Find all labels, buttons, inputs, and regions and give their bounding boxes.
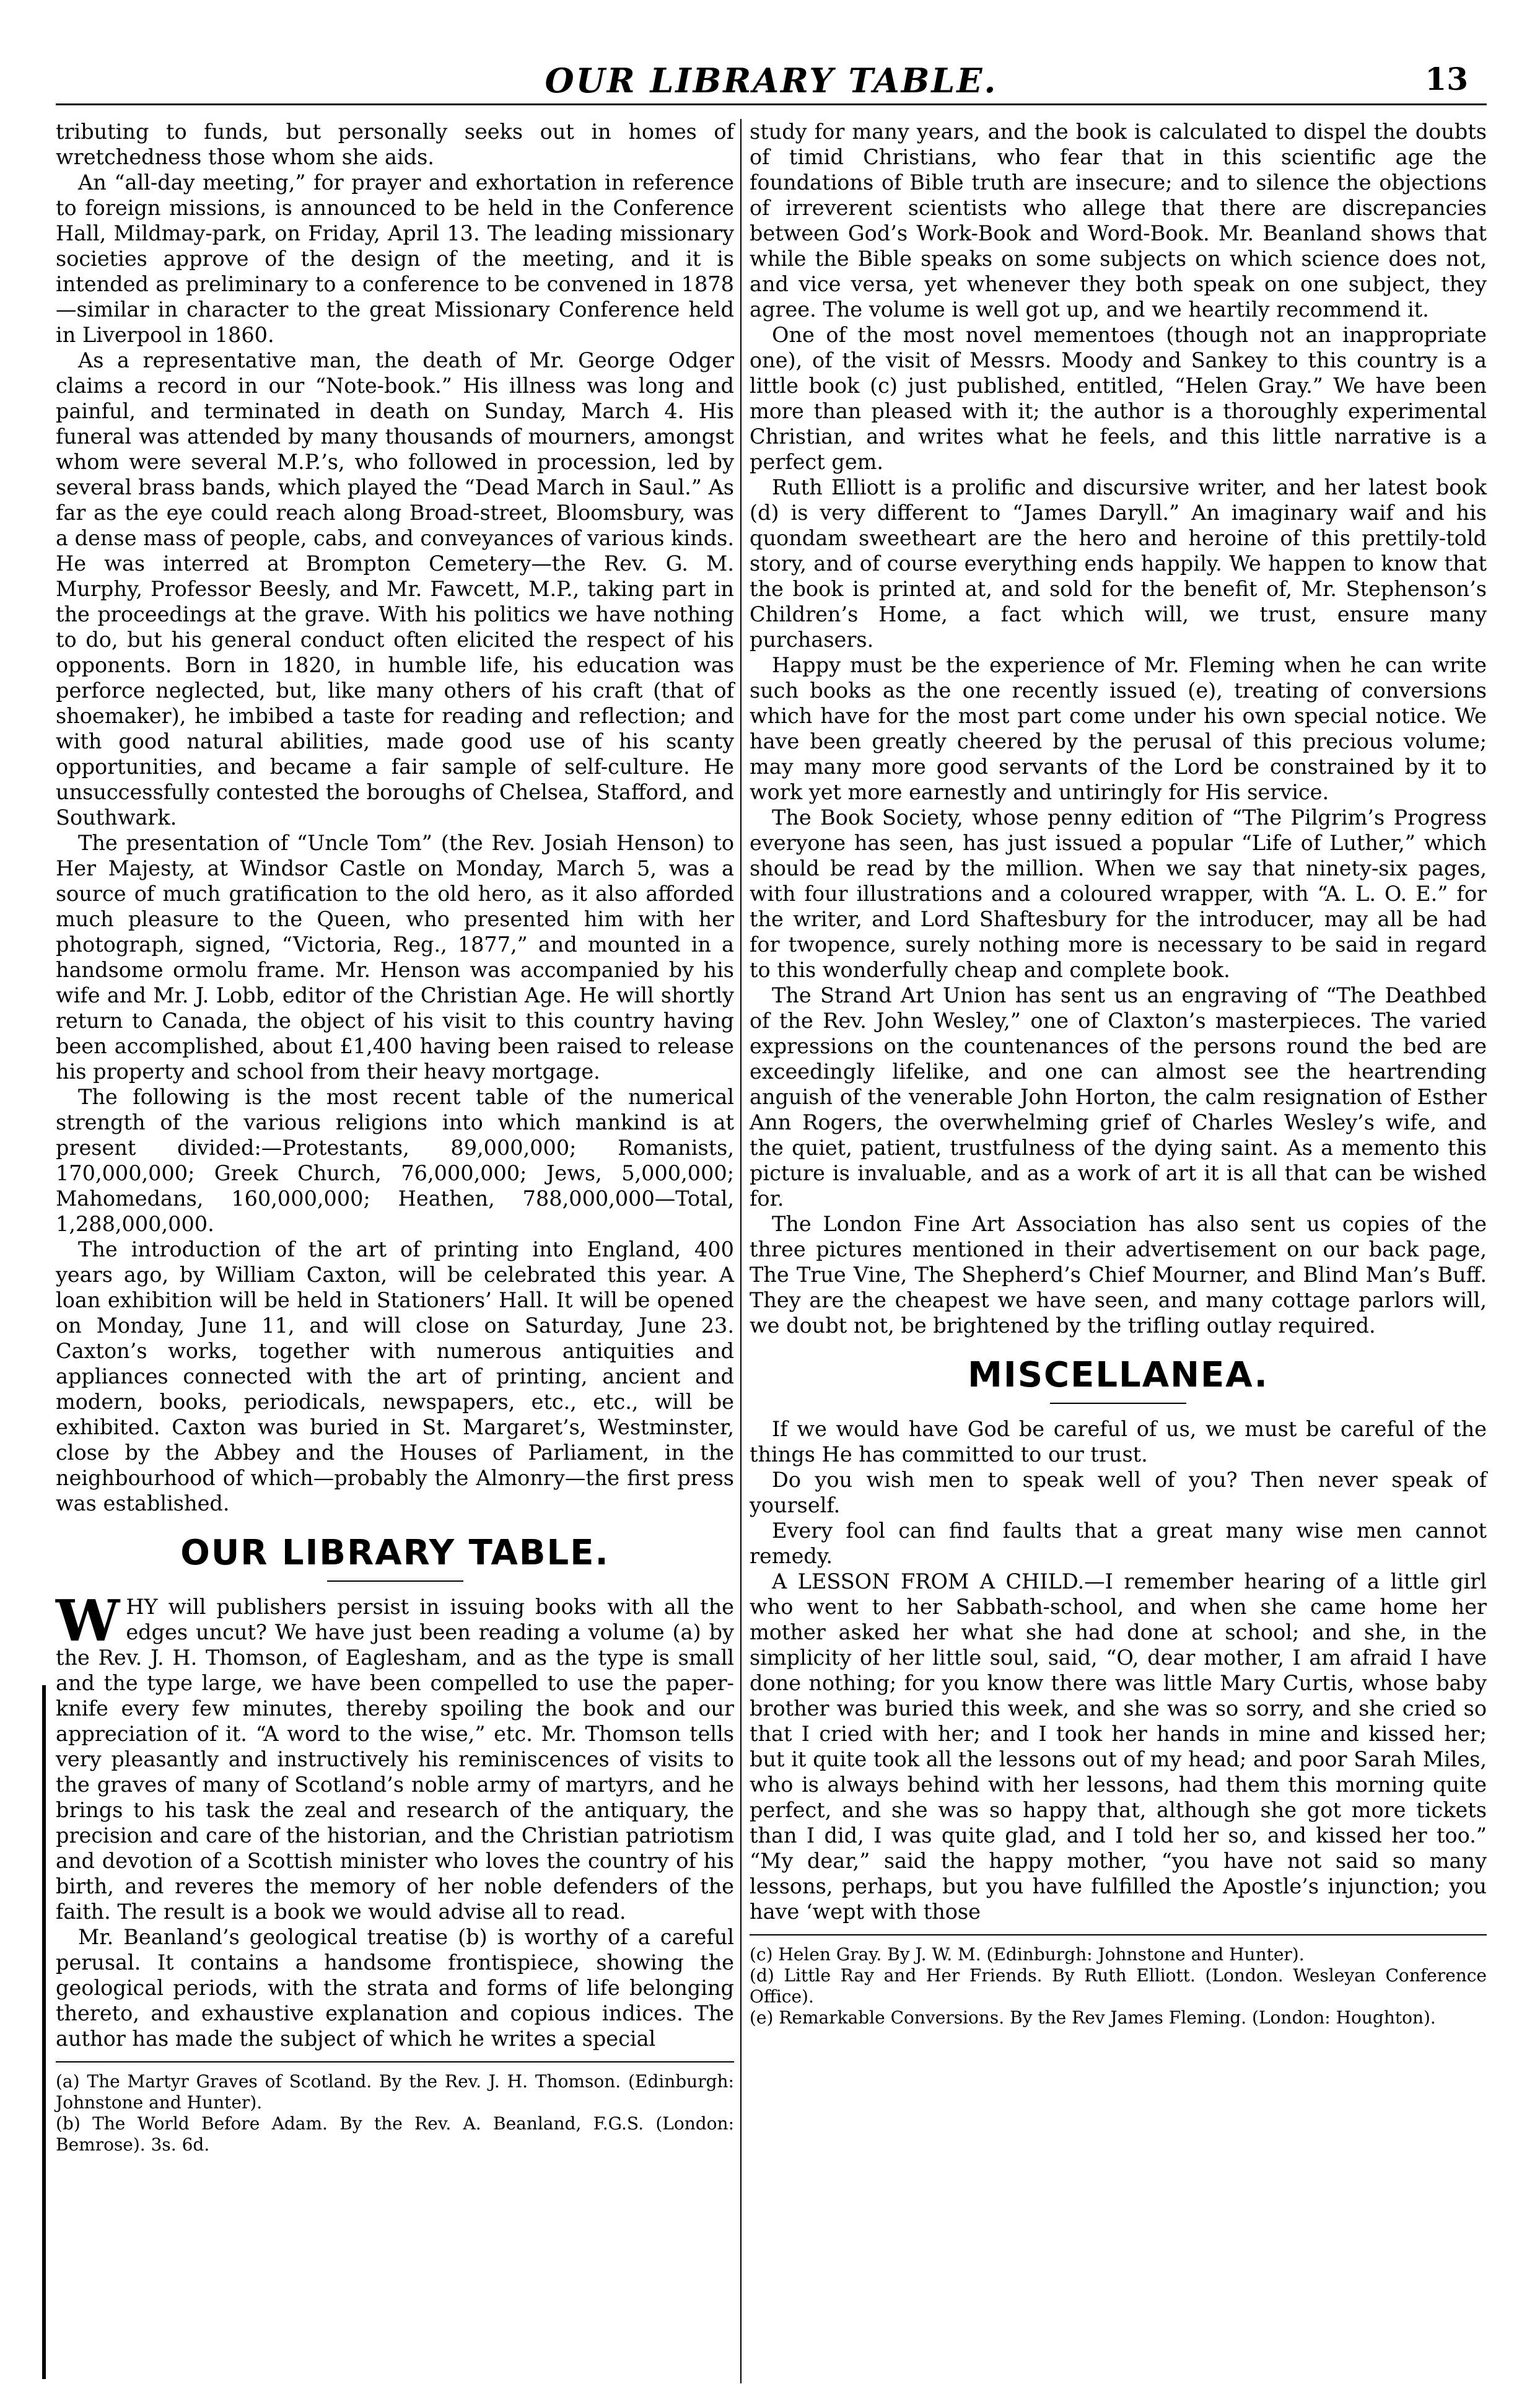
footnotes xyxy=(56,2071,734,2155)
drop-cap: W xyxy=(56,1587,120,1654)
footnote-rule xyxy=(56,2061,734,2062)
paragraph: Do you wish men to speak well of you? Then never speak of yourself. xyxy=(750,1468,1487,1517)
footnote: (b) The World Before Adam. By the Rev. A. Beanland, F.G.S. (London: Bemrose). 3s. 6d. xyxy=(56,2113,734,2155)
paragraph: Happy must be the experience of Mr. Fleming when he can write such books as the one recently issued (e), treating of conversions which have for the most part come under his own special notice. We have been greatly cheered by the perusal of this precious volume; may many more good servants of the Lord be constrained by it to work yet more earnestly and untiringly for His service. xyxy=(750,653,1487,804)
footnote: (e) Remarkable Conversions. By the Rev James Fleming. (London: Houghton). xyxy=(750,2007,1436,2028)
paragraph: If we would have God be careful of us, we must be careful of the things He has committed to our trust. xyxy=(750,1417,1487,1466)
paragraph: The Book Society, whose penny edition of “The Pilgrim’s Progress everyone has seen, has just issued a popular “Life of Luther,” which should be read by the million. When we say that ninety-six pages, with four illustrations and a coloured wrapper, with “A. L. O. E.” for the writer, and Lord Shaftesbury for the introducer, may all be had for twopence, surely nothing more is necessary to be said in regard to this wonderfully cheap and complete book. xyxy=(750,805,1487,982)
heading-rule xyxy=(327,1580,463,1582)
margin-rule xyxy=(42,1685,46,2379)
header-rule xyxy=(56,103,1487,105)
footnote: (d) Little Ray and Her Friends. By Ruth Elliott. (London. Wesleyan Conference Office). xyxy=(750,1965,1487,2007)
paragraph: The Strand Art Union has sent us an engraving of “The Deathbed of the Rev. John Wesley,” one of Claxton’s masterpieces. The varied expressions on the countenances of the persons round the bed are exceedingly lifelike, and one can almost see the heartrending anguish of the venerable John Horton, the calm resignation of Esther Ann Rogers, the overwhelming grief of Charles Wesley’s wife, and the quiet, patient, trustfulness of the dying saint. As a memento this picture is invaluable, and as a work of art it is all that can be wished for. xyxy=(750,983,1487,1211)
paragraph: A LESSON FROM A CHILD.—I remember hearing of a little girl who went to her Sabbath-school, and when she came home her mother asked her what she had done at school; and she, in the simplicity of her little soul, said, “O, dear mother, I am afraid I have done nothing; for you know there was little Mary Curtis, whose baby brother was buried this week, and she was so sorry, and she cried so that I cried with her; and I took her hands in mine and kissed her; but it quite took all the lessons out of my head; and poor Sarah Miles, who is always behind with her lessons, had them this morning quite perfect, and she was so happy that, although she got more tickets than I did, I was quite glad, and I told her so, and kissed her too.” “My dear,” said the happy mother, “you have not said so many lessons, perhaps, but you have fulfilled the Apostle’s injunction; you have ‘wept with those xyxy=(750,1569,1487,1924)
footnote-rule xyxy=(750,1934,1487,1935)
right-column xyxy=(750,119,1487,2028)
paragraph: Mr. Beanland’s geological treatise (b) is worthy of a careful perusal. It contains a handsome frontispiece, showing the geological periods, with the strata and forms of life belonging thereto, and exhaustive explanation and copious indices. The author has made the subject of which he writes a special xyxy=(56,1925,734,2051)
page-header xyxy=(56,56,1487,105)
running-title: OUR LIBRARY TABLE. xyxy=(545,61,998,100)
paragraph xyxy=(56,1587,734,1924)
column-divider xyxy=(740,119,742,2383)
left-column xyxy=(56,119,734,2155)
paragraph: The introduction of the art of printing into England, 400 years ago, by William Caxton, will be celebrated this year. A loan exhibition will be held in Stationers’ Hall. It will be opened on Monday, June 11, and will close on Saturday, June 23. Caxton’s works, together with numerous antiquities and appliances connected with the art of printing, ancient and modern, books, periodicals, newspapers, etc., etc., will be exhibited. Caxton was buried in St. Margaret’s, Westminster, close by the Abbey and the Houses of Parliament, in the neighbourhood of which—probably the Almonry—the first press was established. xyxy=(56,1237,734,1515)
footnote: (a) The Martyr Graves of Scotland. By the Rev. J. H. Thomson. (Edinburgh: Johnstone and Hunter). xyxy=(56,2071,734,2113)
paragraph: One of the most novel mementoes (though not an inappropriate one), of the visit of Messrs. Moody and Sankey to this country is a little book (c) just published, entitled, “Helen Gray.” We have been more than pleased with it; the author is a thoroughly experimental Christian, and writes what he feels, and this little narrative is a perfect gem. xyxy=(750,323,1487,474)
paragraph: The London Fine Art Association has also sent us copies of the three pictures mentioned in their advertisement on our back page, The True Vine, The Shepherd’s Chief Mourner, and Blind Man’s Buff. They are the cheapest we have seen, and many cottage parlors will, we doubt not, be brightened by the trifling outlay required. xyxy=(750,1212,1487,1338)
paragraph: Every fool can find faults that a great many wise men cannot remedy. xyxy=(750,1519,1487,1568)
section-heading-library: OUR LIBRARY TABLE. xyxy=(180,1533,610,1573)
paragraph: An “all-day meeting,” for prayer and exhortation in reference to foreign missions, is announced to be held in the Conference Hall, Mildmay-park, on Friday, April 13. The leading missionary societies approve of the design of the meeting, and it is intended as preliminary to a conference to be convened in 1878—similar in character to the great Missionary Conference held in Liverpool in 1860. xyxy=(56,170,734,347)
page-number: 13 xyxy=(1425,61,1468,97)
section-heading-miscellanea: MISCELLANEA. xyxy=(968,1355,1269,1395)
heading-rule xyxy=(1050,1403,1186,1404)
paragraph: study for many years, and the book is calculated to dispel the doubts of timid Christians, who fear that in this scientific age the foundations of Bible truth are insecure; and to silence the objections of irreverent scientists who allege that there are discrepancies between God’s Work-Book and Word-Book. Mr. Beanland shows that while the Bible speaks on some subjects on which science does not, and vice versa, yet whenever they both speak on one subject, they agree. The volume is well got up, and we heartily recommend it. xyxy=(750,120,1487,322)
paragraph: Ruth Elliott is a prolific and discursive writer, and her latest book (d) is very different to “James Daryll.” An imaginary waif and his quondam sweetheart are the hero and heroine of this prettily-told story, and of course everything ends happily. We happen to know that the book is printed at, and sold for the benefit of, Mr. Stephenson’s Children’s Home, a fact which will, we trust, ensure many purchasers. xyxy=(750,475,1487,652)
paragraph: The presentation of “Uncle Tom” (the Rev. Josiah Henson) to Her Majesty, at Windsor Castle on Monday, March 5, was a source of much gratification to the old hero, as it also afforded much pleasure to the Queen, who presented him with her photograph, signed, “Victoria, Reg., 1877,” and mounted in a handsome ormolu frame. Mr. Henson was accompanied by his wife and Mr. J. Lobb, editor of the Christian Age. He will shortly return to Canada, the object of his visit to this country having been accomplished, about £1,400 having been raised to release his property and school from their heavy mortgage. xyxy=(56,831,734,1084)
footnotes xyxy=(750,1944,1487,2028)
paragraph: tributing to funds, but personally seeks out in homes of wretchedness those whom she aids. xyxy=(56,120,734,169)
footnote: (c) Helen Gray. By J. W. M. (Edinburgh: Johnstone and Hunter). xyxy=(750,1944,1305,1965)
paragraph: The following is the most recent table of the numerical strength of the various religions into which mankind is at present divided:—Protestants, 89,000,000; Romanists, 170,000,000; Greek Church, 76,000,000; Jews, 5,000,000; Mahomedans, 160,000,000; Heathen, 788,000,000—Total, 1,288,000,000. xyxy=(56,1085,734,1236)
paragraph-text: HY will publishers persist in issuing books with all the edges uncut? We have just been reading a volume (a) by the Rev. J. H. Thomson, of Eaglesham, and as the type is small and the type large, we have been compelled to use the paper-knife every few minutes, thereby spoiling the book and our appreciation of it. “A word to the wise,” etc. Mr. Thomson tells very pleasantly and instructively his reminiscences of visits to the graves of many of Scotland’s noble army of martyrs, and he brings to his task the zeal and research of the antiquary, the precision and care of the historian, and the Christian patriotism and devotion of a Scottish minister who loves the country of his birth, and reveres the memory of her noble defenders of the faith. The result is a book we would advise all to read. xyxy=(56,1595,734,1924)
paragraph: As a representative man, the death of Mr. George Odger claims a record in our “Note-book.” His illness was long and painful, and terminated in death on Sunday, March 4. His funeral was attended by many thousands of mourners, amongst whom were several M.P.’s, who followed in procession, led by several brass bands, which played the “Dead March in Saul.” As far as the eye could reach along Broad-street, Bloomsbury, was a dense mass of people, cabs, and conveyances of various kinds. He was interred at Brompton Cemetery—the Rev. G. M. Murphy, Professor Beesly, and Mr. Fawcett, M.P., taking part in the proceedings at the grave. With his politics we have nothing to do, but his general conduct often elicited the respect of his opponents. Born in 1820, in humble life, his education was perforce neglected, but, like many others of his craft (that of shoemaker), he imbibed a taste for reading and reflection; and with good natural abilities, made good use of his scanty opportunities, and became a fair sample of self-culture. He unsuccessfully contested the boroughs of Chelsea, Stafford, and Southwark. xyxy=(56,348,734,830)
